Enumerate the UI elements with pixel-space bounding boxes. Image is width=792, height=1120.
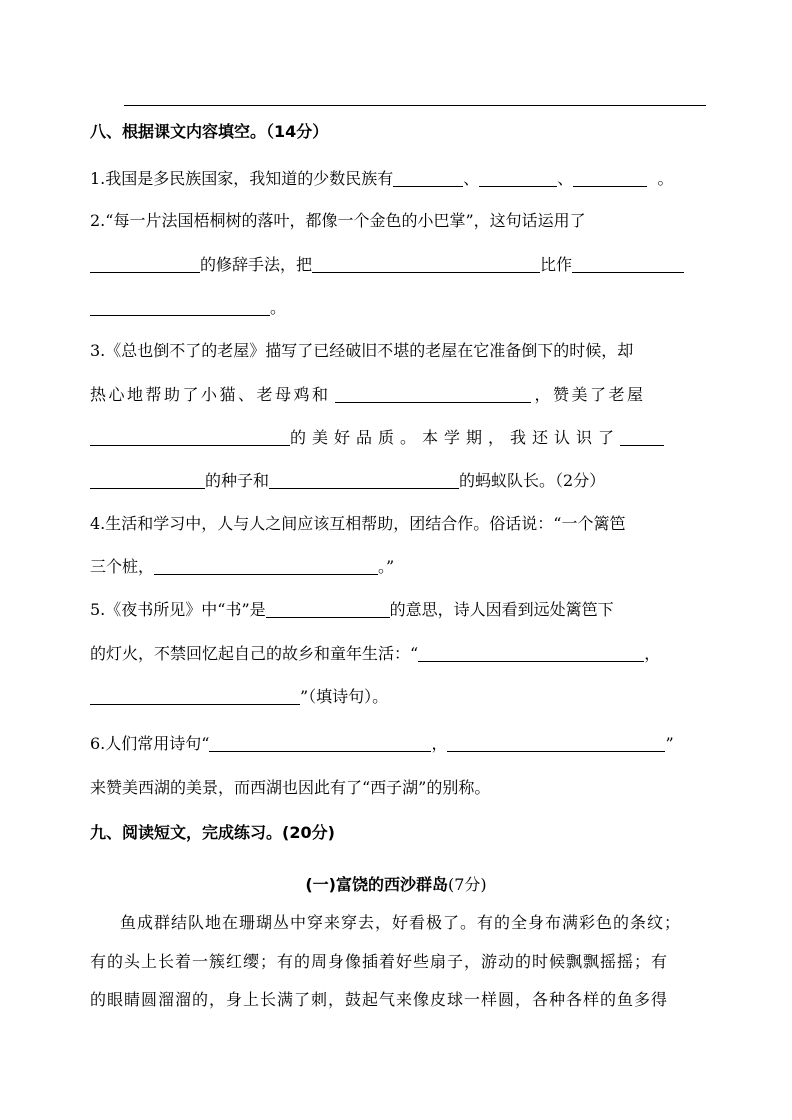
q6-blank-1[interactable] (209, 735, 431, 752)
q3-blank-5[interactable] (269, 472, 459, 489)
q3-line-4b: 的蚂蚁队长。（2分） (459, 471, 606, 490)
question-2-line-1: 2.“每一片法国梧桐树的落叶，都像一个金色的小巴掌”，这句话运用了 (90, 211, 586, 230)
q2-blank-2[interactable] (312, 256, 540, 273)
q5-blank-1[interactable] (266, 601, 390, 618)
q5-line-2a: 的灯火，不禁回忆起自己的故乡和童年生活：“ (90, 644, 419, 663)
q1-end: 。 (657, 169, 674, 188)
q5-blank-3[interactable] (90, 688, 300, 705)
passage-line-2: 有的头上长着一簇红缨；有的周身像插着好些扇子，游动的时候飘飘摇摇；有 (90, 952, 669, 971)
q5-line-1a: 5.《夜书所见》中“书”是 (90, 600, 266, 619)
passage-score: (7分) (447, 875, 487, 894)
question-1 (90, 168, 674, 190)
q3-blank-1[interactable] (335, 386, 531, 403)
question-4-line-1: 4.生活和学习中，人与人之间应该互相帮助，团结合作。俗话说：“一个篱笆 (90, 514, 626, 533)
q3-blank-3[interactable] (620, 429, 664, 446)
passage-title-text: (一)富饶的西沙群岛 (305, 875, 448, 894)
q1-blank-1[interactable] (393, 170, 463, 187)
q2-mid-1: 的修辞手法，把 (200, 255, 313, 274)
q4-line-2b: 。” (378, 557, 395, 576)
q3-line-4a: 的种子和 (205, 471, 270, 490)
passage-line-3: 的眼睛圆溜溜的，身上长满了刺，鼓起气来像皮球一样圆，各种各样的鱼多得 (90, 990, 669, 1009)
question-6-line-1 (90, 733, 674, 755)
q4-line-2a: 三个桩， (90, 557, 155, 576)
q3-line-3a: 的美好品质。本学期，我还认识了 (290, 428, 621, 447)
q1-blank-3[interactable] (573, 170, 647, 187)
q6-blank-2[interactable] (447, 735, 665, 752)
question-3-line-2 (90, 384, 646, 406)
q1-sep-2: 、 (557, 169, 574, 188)
q6-line-1a: 6.人们常用诗句“ (90, 734, 210, 753)
q2-mid-2: 比作 (540, 255, 573, 274)
q3-line-2b: ，赞美了老屋 (534, 385, 646, 404)
question-3-line-1: 3.《总也倒不了的老屋》描写了已经破旧不堪的老屋在它准备倒下的时候，却 (90, 341, 634, 360)
question-6-line-2: 来赞美西湖的美景，而西湖也因此有了“西子湖”的别称。 (90, 778, 491, 797)
q2-blank-3[interactable] (572, 256, 684, 273)
question-3-line-4 (90, 470, 605, 492)
q1-text: 1.我国是多民族国家，我知道的少数民族有 (90, 169, 394, 188)
q5-line-1b: 的意思，诗人因看到远处篱笆下 (389, 600, 614, 619)
question-5-line-1 (90, 599, 614, 621)
q5-blank-2[interactable] (418, 645, 644, 662)
q2-blank-4[interactable] (90, 299, 270, 316)
passage-line-1: 鱼成群结队地在珊瑚丛中穿来穿去，好看极了。有的全身布满彩色的条纹； (120, 913, 682, 932)
question-5-line-3 (90, 686, 388, 708)
q6-line-1b: ， (431, 734, 448, 753)
q3-blank-4[interactable] (90, 472, 205, 489)
q5-line-2b: ， (644, 644, 661, 663)
q3-line-2a: 热心地帮助了小猫、老母鸡和 (90, 385, 331, 404)
top-rule (124, 105, 706, 106)
q1-sep-1: 、 (463, 169, 480, 188)
q5-line-3b: ”（填诗句）。 (300, 687, 389, 706)
section-8-heading: 八、根据课文内容填空。（14分） (90, 122, 329, 141)
section-9-heading: 九、阅读短文，完成练习。(20分) (90, 823, 335, 842)
question-2-line-3 (90, 297, 286, 319)
passage-title (0, 874, 792, 896)
q2-blank-1[interactable] (90, 256, 200, 273)
question-3-line-3 (90, 427, 664, 449)
q6-line-1c: ” (665, 734, 674, 753)
q1-blank-2[interactable] (479, 170, 557, 187)
q2-end: 。 (270, 298, 287, 317)
question-2-line-2 (90, 254, 684, 276)
q4-blank-1[interactable] (154, 558, 378, 575)
q3-blank-2[interactable] (90, 429, 290, 446)
question-5-line-2 (90, 643, 660, 665)
question-4-line-2 (90, 556, 394, 578)
